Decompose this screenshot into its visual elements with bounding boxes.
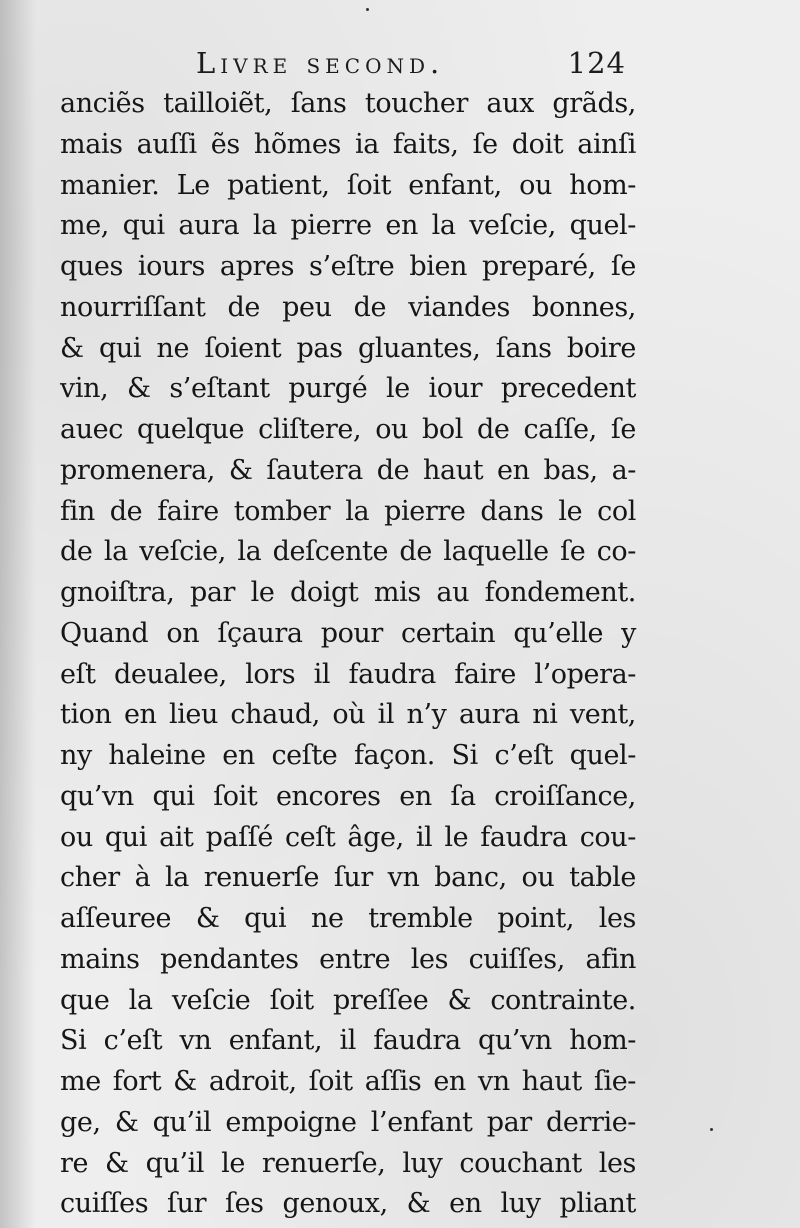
text-line: me, qui aura la pierre en la veſcie, quel-	[60, 210, 636, 242]
page-number: 124	[567, 46, 626, 80]
ink-speck	[710, 1128, 713, 1131]
running-title: Livre second.	[196, 46, 445, 80]
text-line: gnoiſtra, par le doigt mis au fondement.	[60, 577, 636, 608]
text-line: nourriſſant de peu de viandes bonnes,	[60, 291, 636, 323]
page-header	[196, 44, 626, 84]
text-line: fin de faire tomber la pierre dans le col	[60, 495, 636, 527]
text-line: cher à la renuerſe ſur vn banc, ou table	[60, 862, 636, 894]
text-line: vin, & s’eſtant purgé le iour precedent	[60, 373, 636, 405]
text-line: Quand on ſçaura pour certain qu’elle y	[60, 617, 636, 649]
text-line: ou qui ait paſſé ceſt âge, il le faudra cou-	[60, 821, 636, 853]
text-line: anciẽs tailloiẽt, ſans toucher aux grãds,	[60, 88, 636, 119]
text-line: auec quelque cliſtere, ou bol de caſſe, ſe	[60, 414, 636, 445]
text-line: ny haleine en ceſte façon. Si c’eſt quel-	[60, 740, 636, 771]
text-line: Si c’eſt vn enfant, il faudra qu’vn hom-	[60, 1025, 636, 1057]
text-line: ge, & qu’il empoigne l’enfant par derrie-	[60, 1106, 636, 1138]
text-line: & qui ne ſoient pas gluantes, ſans boire	[60, 332, 636, 364]
text-line: qu’vn qui ſoit encores en ſa croiſſance,	[60, 780, 636, 812]
spine-shadow	[0, 0, 36, 1228]
text-line: eſt deualee, lors il faudra faire l’opera-	[60, 658, 636, 690]
text-line: re & qu’il le renuerſe, luy couchant les	[60, 1147, 636, 1179]
text-line: manier. Le patient, ſoit enfant, ou hom-	[60, 169, 636, 201]
text-line: mais auſſi ẽs hõmes ia faits, ſe doit ainſi	[60, 128, 636, 160]
text-line: tion en lieu chaud, où il n’y aura ni vent,	[60, 699, 636, 731]
text-line: ques iours apres s’eſtre bien preparé, ſe	[60, 251, 636, 282]
text-line: que la veſcie ſoit preſſee & contrainte.	[60, 984, 636, 1016]
body-text	[60, 84, 636, 1225]
text-line: mains pendantes entre les cuiſſes, afin	[60, 943, 636, 975]
ink-speck	[366, 8, 369, 11]
text-line: promenera, & ſautera de haut en bas, a-	[60, 454, 636, 486]
text-line: aſſeuree & qui ne tremble point, les	[60, 903, 636, 934]
text-line: de la veſcie, la deſcente de laquelle ſe co-	[60, 536, 636, 568]
text-line: me fort & adroit, ſoit aſſis en vn haut ſie-	[60, 1066, 636, 1097]
text-line: cuiſſes ſur ſes genoux, & en luy pliant	[60, 1188, 636, 1220]
